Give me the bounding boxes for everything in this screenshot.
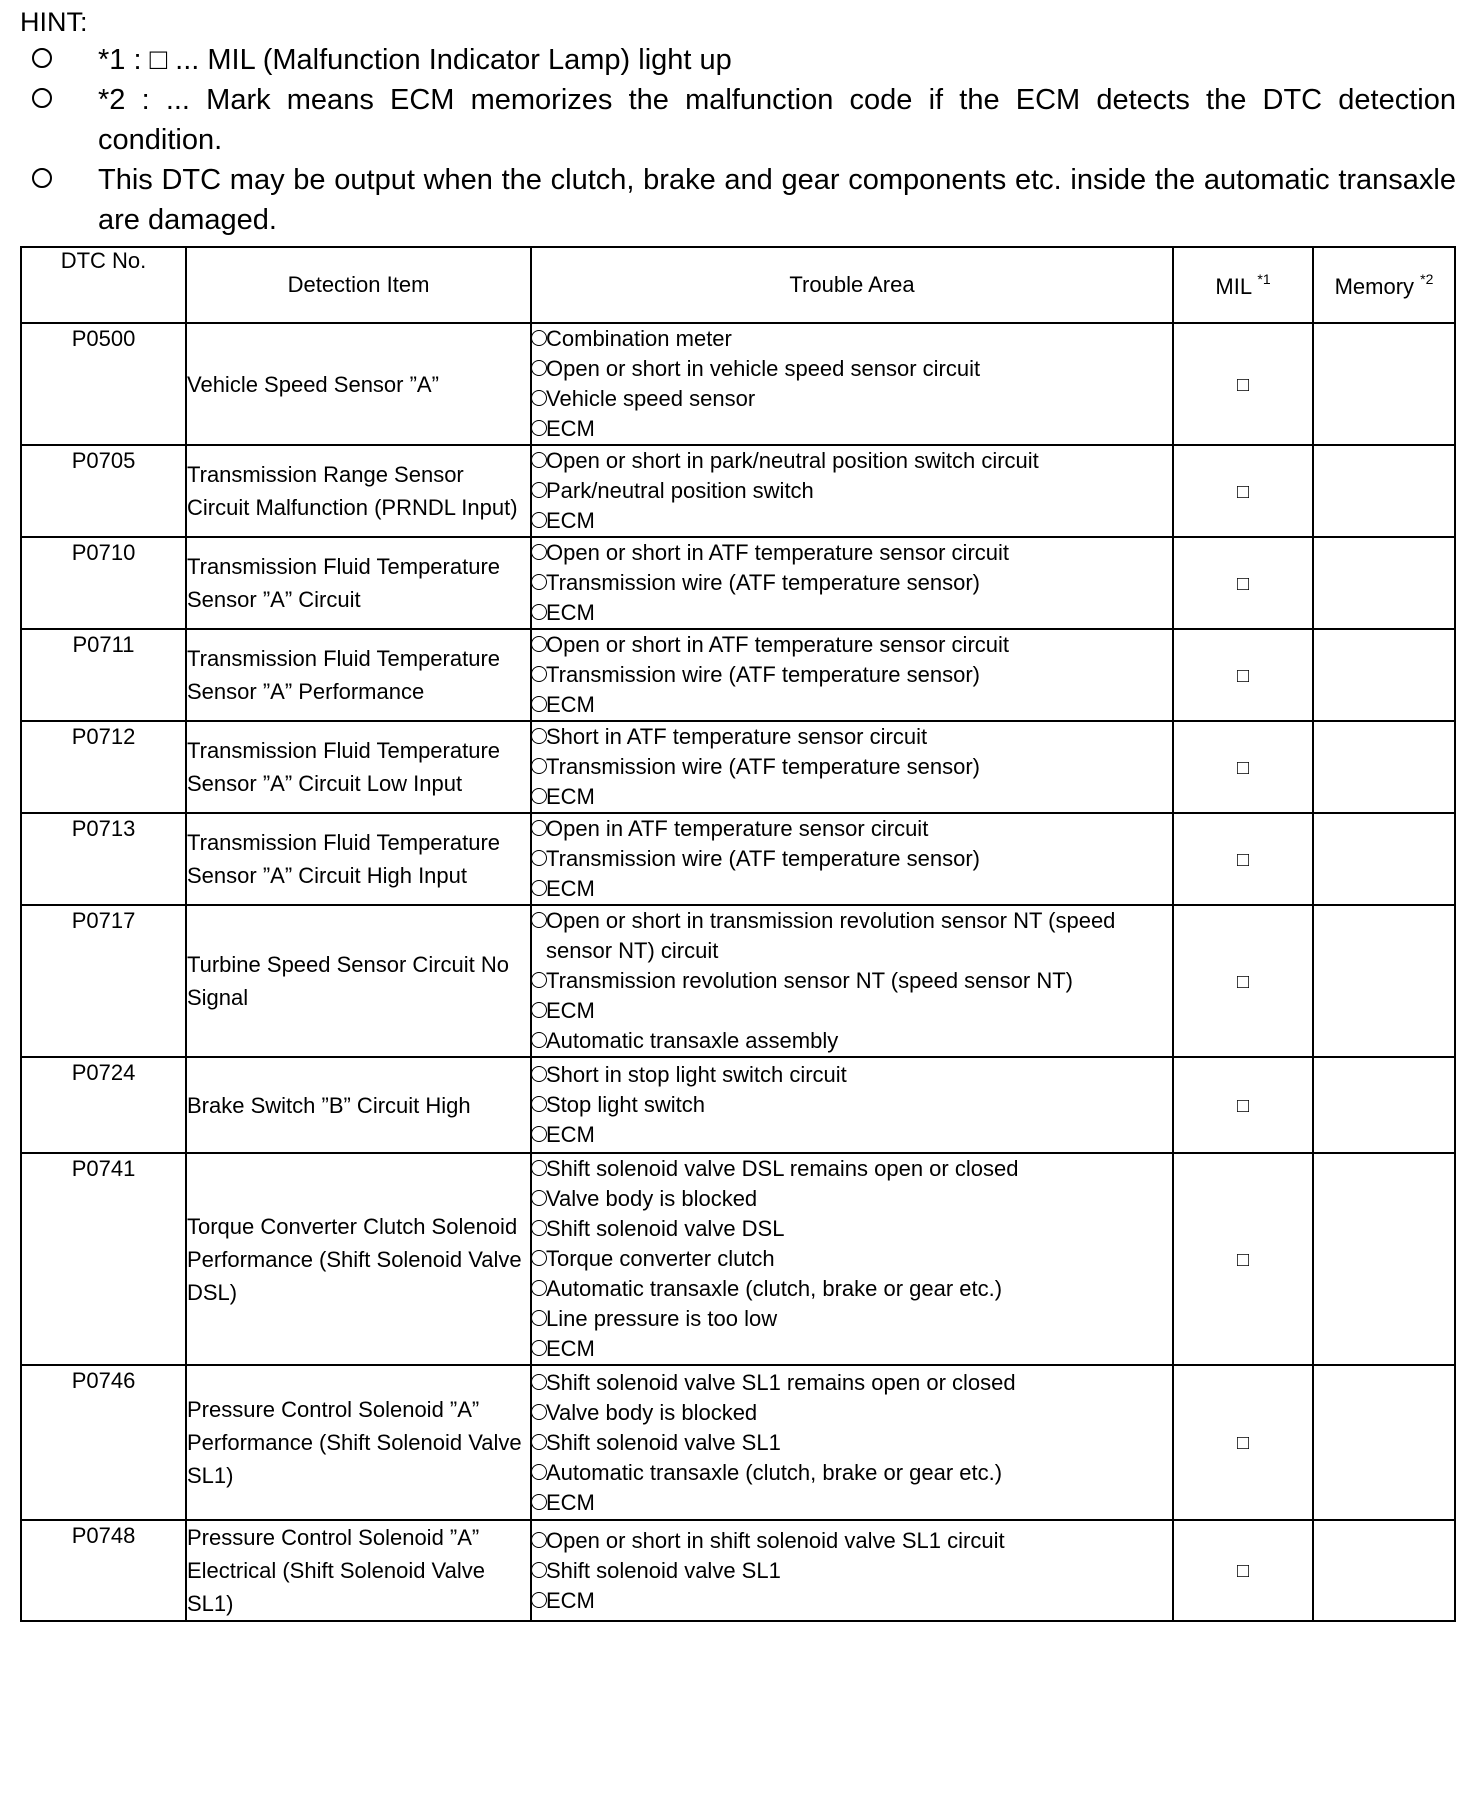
circle-bullet-icon <box>531 420 547 436</box>
trouble-area-item <box>532 844 1172 874</box>
memory-cell <box>1313 721 1455 813</box>
trouble-area-text: ECM <box>546 784 595 809</box>
trouble-area-item <box>532 598 1172 628</box>
circle-bullet-icon <box>32 88 52 108</box>
trouble-area <box>531 721 1173 813</box>
trouble-area-text: ECM <box>546 1489 595 1515</box>
circle-bullet-icon <box>531 696 547 712</box>
trouble-area-text: Line pressure is too low <box>546 1306 778 1331</box>
circle-bullet-icon <box>531 482 547 498</box>
dtc-code: P0712 <box>21 721 186 813</box>
table-row <box>21 1057 1455 1153</box>
trouble-area-item <box>532 1458 1172 1488</box>
trouble-area-text: ECM <box>546 876 595 901</box>
dtc-table-body <box>21 323 1455 1621</box>
circle-bullet-icon <box>531 1310 547 1326</box>
trouble-area <box>531 905 1173 1057</box>
trouble-area-item <box>532 722 1172 752</box>
hint-title: HINT: <box>20 7 88 37</box>
circle-bullet-icon <box>531 1404 547 1420</box>
circle-bullet-icon <box>531 544 547 560</box>
mil-square-icon: □ <box>1236 756 1250 779</box>
trouble-area-item <box>532 814 1172 844</box>
mil-square-icon: □ <box>1236 373 1250 396</box>
trouble-area-text: Open or short in shift solenoid valve SL1 circuit <box>546 1527 1005 1553</box>
trouble-area <box>531 1153 1173 1365</box>
memory-cell <box>1313 1365 1455 1520</box>
circle-bullet-icon <box>531 972 547 988</box>
circle-bullet-icon <box>531 604 547 620</box>
circle-bullet-icon <box>531 758 547 774</box>
trouble-area-text: Valve body is blocked <box>546 1186 758 1211</box>
table-row <box>21 905 1455 1057</box>
trouble-area-item <box>532 1060 1172 1090</box>
trouble-area-item <box>532 1586 1172 1616</box>
trouble-area-text: Open or short in ATF temperature sensor circuit <box>546 540 1009 565</box>
header-mil <box>1173 247 1313 323</box>
detection-item: Transmission Fluid Temperature Sensor ”A” Performance <box>186 629 531 721</box>
trouble-area-item <box>532 1184 1172 1214</box>
trouble-area-text: Open or short in park/neutral position switch circuit <box>546 448 1039 473</box>
circle-bullet-icon <box>531 912 547 928</box>
memory-cell <box>1313 323 1455 445</box>
trouble-area-text: Open in ATF temperature sensor circuit <box>546 816 929 841</box>
trouble-area-item <box>532 446 1172 476</box>
table-row <box>21 813 1455 905</box>
mil-square-icon: □ <box>1236 480 1250 503</box>
table-row <box>21 445 1455 537</box>
circle-bullet-icon <box>531 1160 547 1176</box>
circle-bullet-icon <box>531 850 547 866</box>
memory-cell <box>1313 1520 1455 1621</box>
trouble-area-item <box>532 568 1172 598</box>
trouble-area-item <box>532 1428 1172 1458</box>
circle-bullet-icon <box>531 452 547 468</box>
memory-cell <box>1313 629 1455 721</box>
trouble-area <box>531 537 1173 629</box>
circle-bullet-icon <box>531 788 547 804</box>
hint-item <box>20 40 1456 80</box>
circle-bullet-icon <box>531 820 547 836</box>
header-trouble-area: Trouble Area <box>531 247 1173 323</box>
trouble-area-item <box>532 1526 1172 1556</box>
trouble-area-item <box>532 1214 1172 1244</box>
trouble-area <box>531 323 1173 445</box>
table-row <box>21 1520 1455 1621</box>
table-row <box>21 1153 1455 1365</box>
trouble-area-text: ECM <box>546 1122 595 1147</box>
trouble-area-text: Short in stop light switch circuit <box>546 1062 847 1087</box>
trouble-area-item <box>532 1244 1172 1274</box>
detection-item: Pressure Control Solenoid ”A” Performance (Shift Solenoid Valve SL1) <box>186 1365 531 1520</box>
trouble-area-text: Torque converter clutch <box>546 1246 775 1271</box>
trouble-area-text: Shift solenoid valve DSL <box>546 1216 785 1241</box>
trouble-area-item <box>532 354 1172 384</box>
trouble-area-item <box>532 538 1172 568</box>
header-memory-label: Memory <box>1334 273 1415 299</box>
header-memory-note: *2 <box>1420 270 1434 287</box>
trouble-area-text: Short in ATF temperature sensor circuit <box>546 724 928 749</box>
trouble-area-item <box>532 1154 1172 1184</box>
trouble-area-item <box>532 966 1172 996</box>
circle-bullet-icon <box>531 1250 547 1266</box>
dtc-code: P0741 <box>21 1153 186 1365</box>
table-header-row <box>21 247 1455 323</box>
trouble-area-text: ECM <box>546 600 595 625</box>
mil-cell <box>1173 1520 1313 1621</box>
trouble-area-item <box>532 1274 1172 1304</box>
circle-bullet-icon <box>32 48 52 68</box>
trouble-area-text: ECM <box>546 692 595 717</box>
trouble-area-text: Shift solenoid valve DSL remains open or closed <box>546 1156 1019 1181</box>
trouble-area-item <box>532 906 1172 966</box>
dtc-code: P0724 <box>21 1057 186 1153</box>
trouble-area <box>531 1520 1173 1621</box>
header-memory <box>1313 247 1455 323</box>
trouble-area-text: Shift solenoid valve SL1 remains open or closed <box>546 1369 1016 1395</box>
trouble-area-text: ECM <box>546 508 595 533</box>
memory-cell <box>1313 905 1455 1057</box>
trouble-area-item <box>532 324 1172 354</box>
circle-bullet-icon <box>32 168 52 188</box>
trouble-area <box>531 445 1173 537</box>
detection-item: Transmission Fluid Temperature Sensor ”A” Circuit Low Input <box>186 721 531 813</box>
trouble-area-item <box>532 1556 1172 1586</box>
mil-cell <box>1173 905 1313 1057</box>
mil-square-icon: □ <box>1236 1560 1250 1582</box>
mil-cell <box>1173 629 1313 721</box>
table-row <box>21 537 1455 629</box>
trouble-area-text: Combination meter <box>546 326 732 351</box>
circle-bullet-icon <box>531 1464 547 1480</box>
trouble-area-item <box>532 1334 1172 1364</box>
trouble-area <box>531 813 1173 905</box>
trouble-area <box>531 1365 1173 1520</box>
table-row <box>21 323 1455 445</box>
trouble-area-item <box>532 752 1172 782</box>
hint-text: *2 : ... Mark means ECM memorizes the malfunction code if the ECM detects the DTC detection condition. <box>98 84 1456 156</box>
trouble-area-text: ECM <box>546 1587 595 1613</box>
hint-item <box>20 160 1456 240</box>
table-row <box>21 1365 1455 1520</box>
trouble-area-item <box>532 506 1172 536</box>
circle-bullet-icon <box>531 1002 547 1018</box>
circle-bullet-icon <box>531 1494 547 1510</box>
trouble-area-text: ECM <box>546 998 595 1023</box>
header-mil-label: MIL <box>1215 273 1252 299</box>
memory-cell <box>1313 537 1455 629</box>
trouble-area-item <box>532 1304 1172 1334</box>
memory-cell <box>1313 445 1455 537</box>
trouble-area-item <box>532 1488 1172 1518</box>
trouble-area-text: Open or short in transmission revolution sensor NT (speed sensor NT) circuit <box>546 908 1116 963</box>
circle-bullet-icon <box>531 1434 547 1450</box>
circle-bullet-icon <box>531 666 547 682</box>
trouble-area-item <box>532 1090 1172 1120</box>
dtc-code: P0705 <box>21 445 186 537</box>
trouble-area-item <box>532 384 1172 414</box>
header-mil-note: *1 <box>1257 270 1271 287</box>
dtc-code: P0713 <box>21 813 186 905</box>
circle-bullet-icon <box>531 1066 547 1082</box>
mil-cell <box>1173 323 1313 445</box>
detection-item: Brake Switch ”B” Circuit High <box>186 1057 531 1153</box>
dtc-code: P0746 <box>21 1365 186 1520</box>
circle-bullet-icon <box>531 1340 547 1356</box>
circle-bullet-icon <box>531 1532 547 1548</box>
trouble-area-item <box>532 630 1172 660</box>
mil-square-icon: □ <box>1236 1248 1250 1271</box>
mil-cell <box>1173 537 1313 629</box>
circle-bullet-icon <box>531 1096 547 1112</box>
trouble-area-text: Vehicle speed sensor <box>546 386 756 411</box>
dtc-code: P0710 <box>21 537 186 629</box>
header-dtc-no: DTC No. <box>21 247 186 323</box>
trouble-area-item <box>532 1368 1172 1398</box>
circle-bullet-icon <box>531 880 547 896</box>
detection-item: Vehicle Speed Sensor ”A” <box>186 323 531 445</box>
mil-cell <box>1173 721 1313 813</box>
mil-cell <box>1173 1365 1313 1520</box>
dtc-code: P0748 <box>21 1520 186 1621</box>
trouble-area-item <box>532 476 1172 506</box>
circle-bullet-icon <box>531 1562 547 1578</box>
detection-item: Transmission Fluid Temperature Sensor ”A” Circuit High Input <box>186 813 531 905</box>
circle-bullet-icon <box>531 512 547 528</box>
trouble-area-item <box>532 782 1172 812</box>
trouble-area-text: Transmission wire (ATF temperature sensor) <box>546 662 980 687</box>
dtc-table <box>20 246 1456 1622</box>
trouble-area-text: Transmission wire (ATF temperature sensor) <box>546 754 980 779</box>
mil-square-icon: □ <box>1236 1432 1250 1454</box>
mil-cell <box>1173 445 1313 537</box>
trouble-area-text: Open or short in vehicle speed sensor circuit <box>546 356 981 381</box>
trouble-area-text: Transmission wire (ATF temperature sensor) <box>546 570 980 595</box>
trouble-area-text: ECM <box>546 1336 595 1361</box>
circle-bullet-icon <box>531 1280 547 1296</box>
mil-cell <box>1173 1153 1313 1365</box>
dtc-code: P0717 <box>21 905 186 1057</box>
dtc-code: P0711 <box>21 629 186 721</box>
circle-bullet-icon <box>531 390 547 406</box>
table-row <box>21 721 1455 813</box>
trouble-area-item <box>532 1398 1172 1428</box>
trouble-area-item <box>532 1026 1172 1056</box>
mil-cell <box>1173 1057 1313 1153</box>
trouble-area <box>531 629 1173 721</box>
trouble-area-item <box>532 690 1172 720</box>
trouble-area-text: Stop light switch <box>546 1092 705 1117</box>
hint-text: This DTC may be output when the clutch, brake and gear components etc. inside the automatic transaxle are damaged. <box>98 164 1456 236</box>
trouble-area-text: Automatic transaxle assembly <box>546 1028 839 1053</box>
mil-square-icon: □ <box>1236 970 1250 993</box>
circle-bullet-icon <box>531 728 547 744</box>
trouble-area-text: Transmission revolution sensor NT (speed sensor NT) <box>546 968 1073 993</box>
header-detection-item: Detection Item <box>186 247 531 323</box>
trouble-area-text: Park/neutral position switch <box>546 478 814 503</box>
trouble-area-item <box>532 660 1172 690</box>
table-row <box>21 629 1455 721</box>
circle-bullet-icon <box>531 1592 547 1608</box>
memory-cell <box>1313 813 1455 905</box>
trouble-area-text: Shift solenoid valve SL1 <box>546 1557 781 1583</box>
trouble-area-text: Automatic transaxle (clutch, brake or gear etc.) <box>546 1459 1003 1485</box>
detection-item: Pressure Control Solenoid ”A” Electrical (Shift Solenoid Valve SL1) <box>186 1520 531 1621</box>
detection-item: Transmission Range Sensor Circuit Malfunction (PRNDL Input) <box>186 445 531 537</box>
circle-bullet-icon <box>531 574 547 590</box>
mil-square-icon: □ <box>1236 572 1250 595</box>
circle-bullet-icon <box>531 1032 547 1048</box>
circle-bullet-icon <box>531 1220 547 1236</box>
trouble-area-item <box>532 996 1172 1026</box>
mil-square-icon: □ <box>1236 848 1250 871</box>
detection-item: Transmission Fluid Temperature Sensor ”A” Circuit <box>186 537 531 629</box>
circle-bullet-icon <box>531 330 547 346</box>
trouble-area-text: Transmission wire (ATF temperature sensor) <box>546 846 980 871</box>
circle-bullet-icon <box>531 1126 547 1142</box>
memory-cell <box>1313 1057 1455 1153</box>
mil-square-icon: □ <box>1236 1094 1250 1117</box>
trouble-area-text: Shift solenoid valve SL1 <box>546 1429 781 1455</box>
mil-cell <box>1173 813 1313 905</box>
circle-bullet-icon <box>531 636 547 652</box>
trouble-area <box>531 1057 1173 1153</box>
circle-bullet-icon <box>531 1190 547 1206</box>
trouble-area-text: Open or short in ATF temperature sensor circuit <box>546 632 1009 657</box>
trouble-area-item <box>532 1120 1172 1150</box>
hint-text: *1 : □ ... MIL (Malfunction Indicator Lamp) light up <box>98 44 732 76</box>
trouble-area-text: ECM <box>546 416 595 441</box>
circle-bullet-icon <box>531 1374 547 1390</box>
memory-cell <box>1313 1153 1455 1365</box>
trouble-area-text: Valve body is blocked <box>546 1399 758 1425</box>
detection-item: Turbine Speed Sensor Circuit No Signal <box>186 905 531 1057</box>
circle-bullet-icon <box>531 360 547 376</box>
hint-item <box>20 80 1456 160</box>
trouble-area-item <box>532 414 1172 444</box>
trouble-area-text: Automatic transaxle (clutch, brake or gear etc.) <box>546 1276 1003 1301</box>
trouble-area-item <box>532 874 1172 904</box>
detection-item: Torque Converter Clutch Solenoid Performance (Shift Solenoid Valve DSL) <box>186 1153 531 1365</box>
dtc-code: P0500 <box>21 323 186 445</box>
hint-section <box>20 4 1456 240</box>
mil-square-icon: □ <box>1236 664 1250 687</box>
